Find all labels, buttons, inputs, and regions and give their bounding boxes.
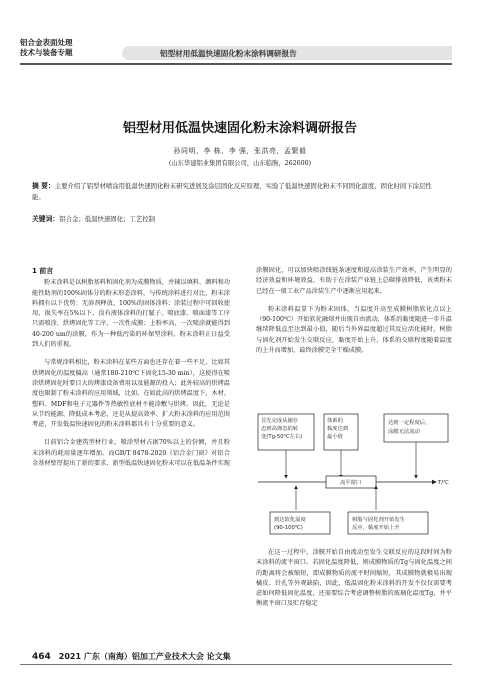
box-bottom-left-text-1: 到达软化温度 [274,517,306,523]
header-tag-line1: 铝合金表面处理 [20,38,73,47]
header-rule [20,63,452,65]
page-number: 464 [32,652,51,662]
footer-rule [20,664,452,665]
header-topic-tag [20,38,73,58]
article-authors: 孙同明，李 栋，李 强，张洪亮，孟繁毅 [173,147,307,155]
page-footer [32,651,452,662]
article-affiliation: (山东华建铝业集团有限公司，山东临朐，262600) [168,160,312,167]
right-column-top [256,266,452,356]
paragraph-2: 与常规涂料相比，粉末涂料在某些方面也还存在着一些不足，比如其烘烤固化的温度偏高（通常180-210℃下固化15-30 min），这使得在喷涂烘烤固化时要目大的烤漆设备费用以及能源的投入；此外较高的烘烤温度也限制了粉末涂料的应用领域，比如，在如此高的烘烤温度下，木材、塑料、MDF和电子元器件等热敏性底材不能涂敷与烘烤。因此，无论是从节约能源、降低成本考虑，还是从提高效率、扩大粉末涂料的应用范围考虑，开发低温快速固化的粉末涂料都具有十分重要的意义。 [32,359,230,429]
box-left-text-1: 首先完成从储存 [261,418,299,424]
box-no-flow [384,414,448,442]
abstract-text: 主要介绍了铝型材喷涂用低温快速固化粉末研究进展及涂层固化反应原理，实验了低温快速固化粉末不同固化温度、固化时间下涂层性能。 [32,182,432,201]
keywords-label: 关键词： [32,215,60,223]
page-header [0,0,480,66]
diagram-svg [256,412,452,542]
box-right-text-2: 涂膜无法流动 [388,429,420,435]
keywords-text: 铝合金；低温快速固化；工艺控制 [59,215,156,223]
paragraph-6: 在这一过程中，涂膜开始自由流动至发生交联反应的这段时间为粉末涂料的流平窗口。若固化温度降低，则成膜物质的Tg与固化温度之间的距离将会被缩短，即成膜物质的流平时间缩短，其成膜物就极易出现橘皮、针孔等外观缺陷，因此，低温固化粉末涂料的开发不仅仅需要考虑如何降低固化温度，还需要综合考虑调整树脂的玻璃化温度Tg，并平衡流平窗口及贮存稳定 [256,549,452,608]
axis-label: T/℃ [438,480,449,486]
box-left-text-2: 态到高弹态的转 [261,426,299,432]
box-mid-text-1: 体系的 [327,418,343,424]
article-title: 铝型材用低温快速固化粉末涂料调研报告 [122,121,357,136]
box-bottom-right-text-1: 树脂与固化剂开始发生 [352,517,405,523]
curing-process-diagram [256,412,452,542]
box-left-text-3: 变(Tg-50℃左右) [261,434,303,440]
keywords [32,213,444,223]
left-column [32,266,230,469]
paragraph-3: 目前铝合金建筑型材行业，喷涂型材占据70%以上的份额，并且粉末涂料的耗用量逐年增加。而GB/T 8478-2020《铝合金门窗》对铝合金基材壁厚提出了新的要求，新型低温快速固化粉末可以在低温条件实现 [32,439,230,468]
box-bottom-left-text-2: (90-100℃) [274,525,303,531]
box-mid-text-2: 黏度达到 [327,426,349,432]
paragraph-4: 涂膜固化，可以加快喷涂线链条速度和提高涂装生产效率，产生明显的经济效益和环境效益，有助于在涂装产业链上总碳排放降低，该类粉末已经在一般工业产品涂装生产中逐渐应用起来。 [256,267,452,295]
flow-window-label: 流平窗口 [340,480,362,486]
box-right-text-1: 达到一定程度后， [388,420,431,426]
paragraph-1: 粉末涂料是以树脂基料和固化剂为成膜物质，并辅以填料、颜料和功能性助剂的100%固体分的粉末形态涂料，与传统涂料进行对比，粉末涂料拥有以下优势：无溶剂释放、100%的固体涂料；涂装过程中可回收使用，损失率在5%以下，没有液体涂料的打腻子、喷底漆、喷面漆等工序只需喷涂、烘烤固化等工序，一次性成膜；上粉率高，一次喷涂就能得到40-200 um的涂膜，作为一种低污染的环保型涂料，粉末涂料正日益受到人们的重视。 [32,279,230,349]
box-mid-text-3: 最小值 [327,434,343,440]
header-tag-line2: 技术与装备专题 [20,48,73,57]
paragraph-5: 粉末涂料温显下为粉末固体，当温度升高至成膜树脂软化点以上（90-100℃）开始软化融熔并出现自由流动，体系的黏度随进一步升温继续降低直至达到最小值，随后当外界温度超过其反应活化能时，树脂与固化剂开始发生交联反应，黏度开始上升，体系的交联程度随着温度的上升而增加，最终涂膜完全干燥成膜。 [256,305,452,355]
section-heading: 1 前言 [32,267,54,275]
footer-text: 2021 广东（南海）铝加工产业技术大会 论文集 [58,652,231,661]
header-running-title: 铝型材用低温快速固化粉末涂料调研报告 [160,49,297,58]
right-column-bottom [256,548,452,610]
abstract-label: 摘 要： [32,182,55,190]
abstract [32,181,444,202]
box-bottom-right-text-2: 反应，黏度开始上升 [352,525,400,531]
